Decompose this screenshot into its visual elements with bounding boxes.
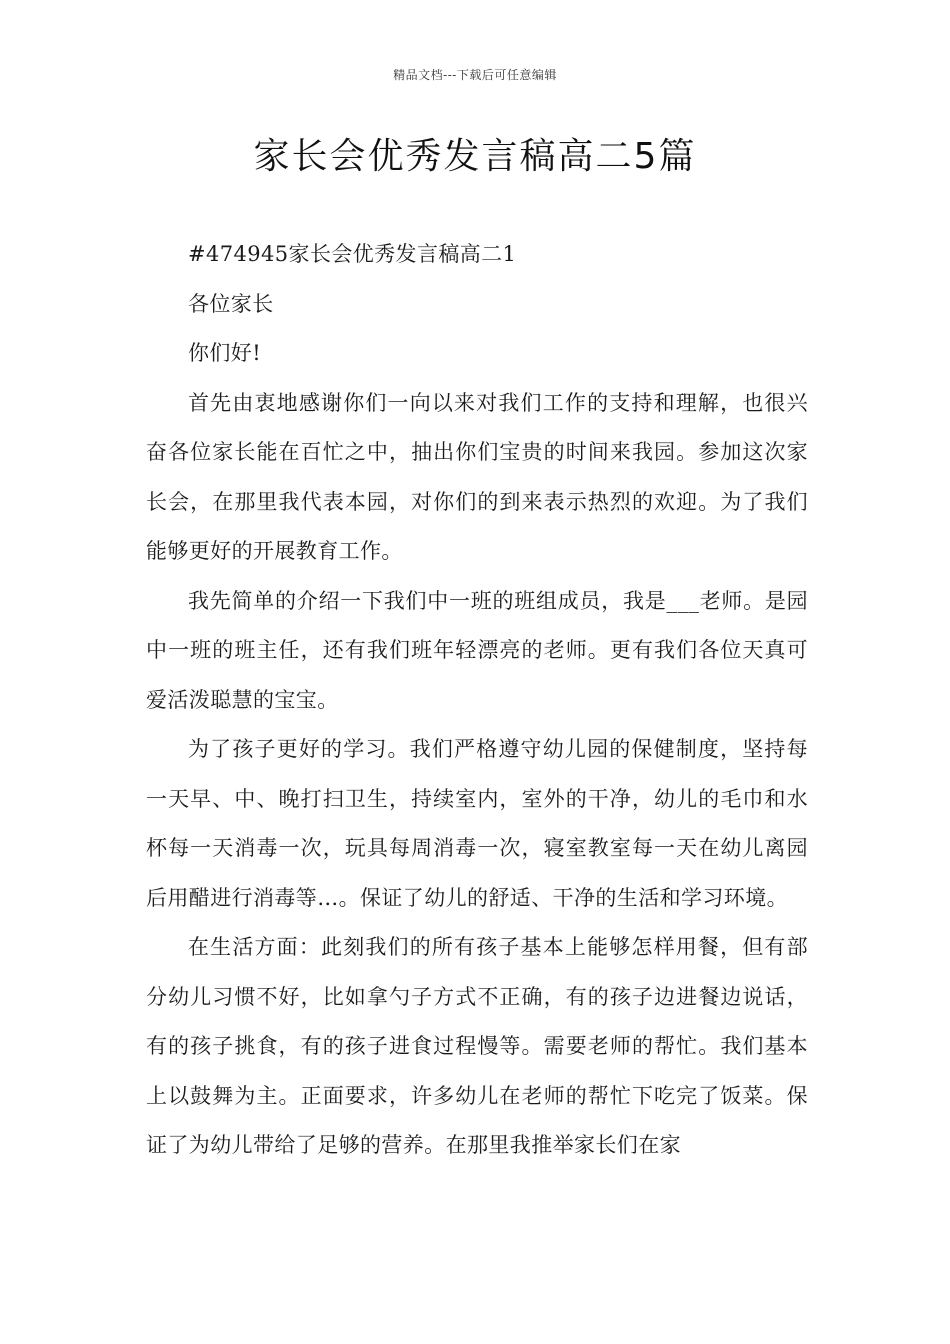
paragraph-greeting: 你们好! xyxy=(188,341,262,365)
paragraph: 首先由衷地感谢你们一向以来对我们工作的支持和理解，也很兴奋各位家长能在百忙之中，抽出你们宝贵的时间来我园。参加这次家长会，在那里我代表本园，对你们的到来表示热烈的欢迎。为了我们能够更好的开展教育工作。 xyxy=(146,390,808,563)
paragraph: 我先简单的介绍一下我们中一班的班组成员，我是___老师。是园中一班的班主任，还有我们班年轻漂亮的老师。更有我们各位天真可爱活泼聪慧的宝宝。 xyxy=(146,588,808,712)
paragraph: 在生活方面：此刻我们的所有孩子基本上能够怎样用餐，但有部分幼儿习惯不好，比如拿勺子方式不正确，有的孩子边进餐边说话，有的孩子挑食，有的孩子进食过程慢等。需要老师的帮忙。我们基本上以鼓舞为主。正面要求，许多幼儿在老师的帮忙下吃完了饭菜。保证了为幼儿带给了足够的营养。在那里我推举家长们在家 xyxy=(146,935,808,1157)
document-body xyxy=(146,230,808,1171)
document-title: 家长会优秀发言稿高二5篇 xyxy=(253,136,697,177)
paragraph-salutation: 各位家长 xyxy=(188,291,274,316)
header-note: 精品文档---下载后可任意编辑 xyxy=(393,68,557,82)
paragraph: 为了孩子更好的学习。我们严格遵守幼儿园的保健制度，坚持每一天早、中、晚打扫卫生，持续室内，室外的干净，幼儿的毛巾和水杯每一天消毒一次，玩具每周消毒一次，寝室教室每一天在幼儿离园后用醋进行消毒等…。保证了幼儿的舒适、干净的生活和学习环境。 xyxy=(146,737,808,910)
paragraph-heading: #474945家长会优秀发言稿高二1 xyxy=(188,242,517,266)
